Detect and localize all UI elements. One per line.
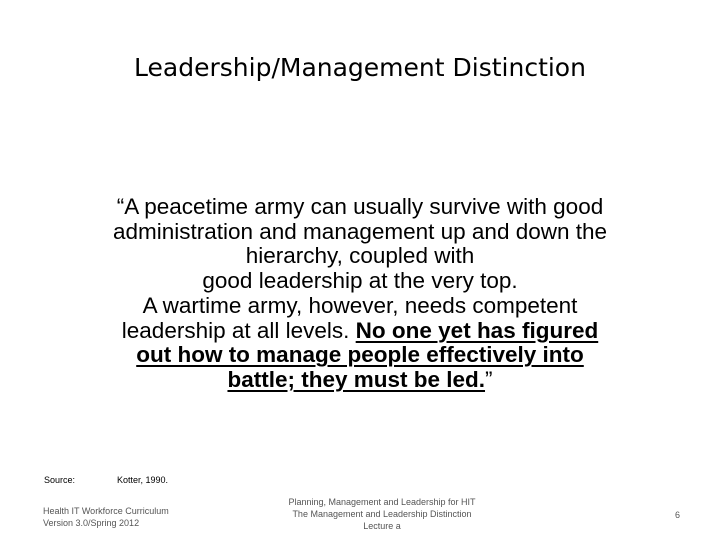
footer-line: Lecture a xyxy=(363,521,401,531)
page-number: 6 xyxy=(674,510,680,520)
quote-line: A wartime army, however, needs competent xyxy=(142,292,578,318)
source-citation: Kotter, 1990. xyxy=(117,475,169,485)
quote-block xyxy=(40,195,680,393)
footer-line: Version 3.0/Spring 2012 xyxy=(43,518,140,528)
source-label: Source: xyxy=(44,475,76,485)
footer-line: Health IT Workforce Curriculum xyxy=(43,506,169,516)
footer-course-info xyxy=(250,496,514,532)
quote-line: “A peacetime army can usually survive with good xyxy=(116,194,604,219)
footer-curriculum xyxy=(43,505,169,529)
quote-line: administration and management up and down the xyxy=(112,218,608,244)
quote-line xyxy=(40,343,680,368)
quote-emphasis: out how to manage people effectively into xyxy=(136,342,584,368)
quote-line: good leadership at the very top. xyxy=(202,268,518,294)
closing-quote-mark: ” xyxy=(485,366,493,392)
footer-line: Planning, Management and Leadership for HIT xyxy=(288,497,476,507)
quote-line xyxy=(40,368,680,393)
quote-line xyxy=(40,319,680,344)
quote-line: hierarchy, coupled with xyxy=(245,243,475,269)
quote-emphasis: battle; they must be led. xyxy=(227,366,486,392)
footer-line: The Management and Leadership Distinction xyxy=(292,509,472,519)
quote-emphasis: No one yet has figured xyxy=(355,317,599,343)
quote-text: leadership at all levels. xyxy=(121,317,356,343)
slide-title: Leadership/Management Distinction xyxy=(134,53,586,82)
